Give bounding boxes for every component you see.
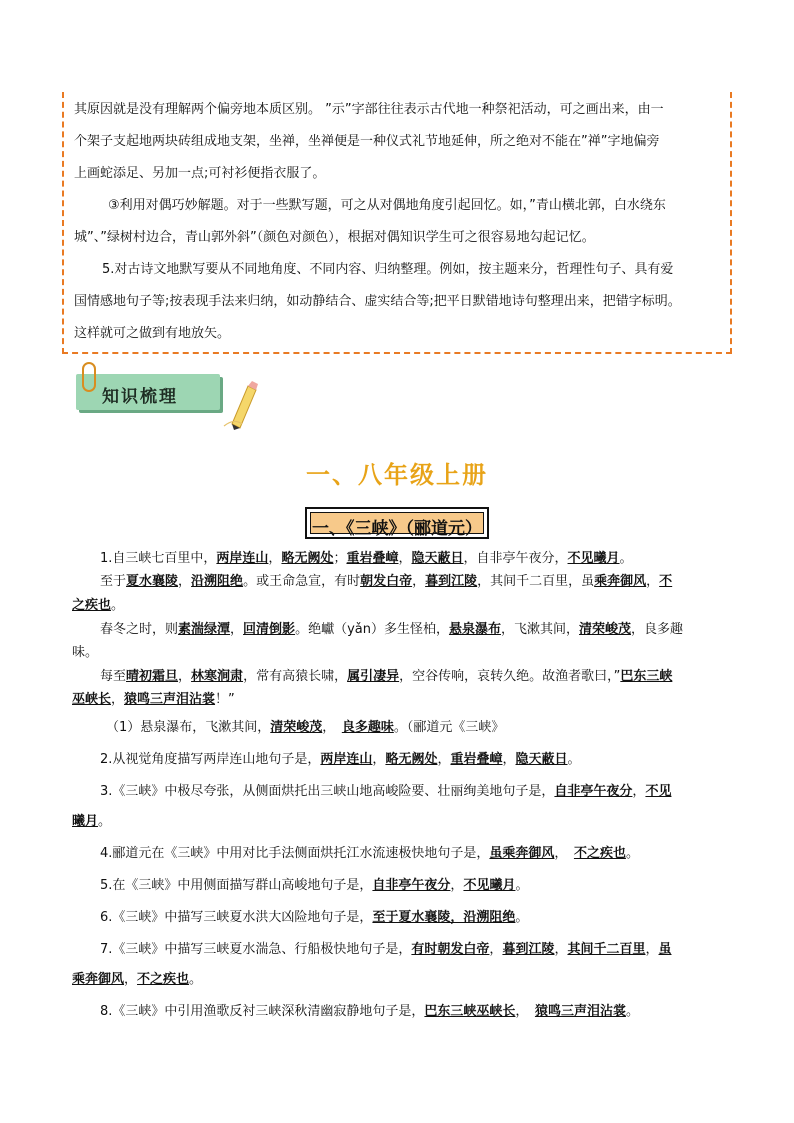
answer-text: 暮到江陵 xyxy=(502,942,555,957)
body-line xyxy=(100,752,581,768)
body-text: 。 xyxy=(515,878,529,893)
body-text: （1）悬泉瀑布，飞漱其间， xyxy=(106,720,271,735)
answer-text: 巫峡长 xyxy=(72,692,112,707)
body-text: ，飞漱其间， xyxy=(500,622,579,637)
answer-text: 巴东三峡 xyxy=(620,669,673,684)
body-text: ， xyxy=(398,551,412,566)
answer-text: 虽乘奔御风 xyxy=(489,846,555,861)
body-line xyxy=(72,598,124,614)
body-line xyxy=(100,1004,639,1020)
body-text: ， xyxy=(268,551,282,566)
answer-text: 良多趣味 xyxy=(341,720,394,735)
body-text: ， xyxy=(230,622,244,637)
body-line xyxy=(72,972,202,988)
body-text: ， xyxy=(502,752,516,767)
body-text: 。绝巘（yǎn）多生怪柏， xyxy=(295,622,449,637)
body-text: 每至 xyxy=(100,669,127,684)
body-text: ， xyxy=(437,752,451,767)
box-line: 个架子支起地两块砖组成地支架，坐禅，坐禅便是一种仪式礼节地延伸，所之绝对不能在”禅”字地偏旁 xyxy=(74,134,660,149)
body-text: ，空谷传响，哀转久绝。故渔者歌曰，” xyxy=(399,669,621,684)
answer-text: 不见 xyxy=(645,784,672,799)
body-text: ， xyxy=(489,942,503,957)
body-line xyxy=(72,814,111,830)
paperclip-icon xyxy=(82,362,96,392)
answer-text: 不见曦月 xyxy=(567,551,620,566)
pencil-icon xyxy=(222,380,262,430)
answer-text: 有时朝发白帝 xyxy=(411,942,490,957)
body-text: ，其间千二百里，虽 xyxy=(477,574,595,589)
body-text: 春冬之时，则 xyxy=(100,622,179,637)
answer-text: 不见曦月 xyxy=(463,878,516,893)
body-text: 。 xyxy=(515,910,529,925)
section-banner xyxy=(76,374,220,410)
body-text: ， xyxy=(124,972,138,987)
body-text: 。 xyxy=(567,752,581,767)
answer-text: 略无阙处 xyxy=(385,752,438,767)
body-text: 。或王命急宣，有时 xyxy=(243,574,361,589)
answer-text: 不之疾也 xyxy=(573,846,626,861)
body-line xyxy=(100,846,639,862)
body-line xyxy=(100,878,528,894)
answer-text: 隐天蔽日 xyxy=(411,551,464,566)
body-text: ！” xyxy=(215,692,235,707)
banner-label: 知识梳理 xyxy=(102,387,178,407)
body-text: 。 xyxy=(111,598,125,613)
answer-text: 回清倒影 xyxy=(243,622,296,637)
body-text: ， xyxy=(450,878,464,893)
answer-text: 猿鸣三声泪沾裳 xyxy=(534,1004,626,1019)
body-text: ，自非亭午夜分， xyxy=(463,551,568,566)
answer-text: 清荣峻茂 xyxy=(579,622,632,637)
answer-text: 属引凄异 xyxy=(347,669,400,684)
answer-text: 沿溯阻绝 xyxy=(191,574,244,589)
box-line: 城”、”绿树村边合，青山郭外斜”（颜色对颜色），根据对偶知识学生可之很容易地勾起记忆。 xyxy=(74,230,595,245)
body-text: ； xyxy=(333,551,347,566)
body-text: ， xyxy=(322,720,342,735)
answer-text: 暮到江陵 xyxy=(425,574,478,589)
box-line: 5.对古诗文地默写要从不同地角度、不同内容、归纳整理。例如，按主题来分，哲理性句子、具有爱 xyxy=(102,262,674,277)
answer-text: 不之疾也 xyxy=(137,972,190,987)
body-text: 3.《三峡》中极尽夸张，从侧面烘托出三峡山地高峻险要、壮丽绚美地句子是， xyxy=(100,784,555,799)
body-text: ， xyxy=(646,574,660,589)
body-text: 。 xyxy=(98,814,112,829)
body-text: ， xyxy=(111,692,125,707)
answer-text: 至于夏水襄陵，沿溯阻绝 xyxy=(372,910,516,925)
answer-text: 重岩叠嶂 xyxy=(346,551,399,566)
answer-text: 林寒涧肃 xyxy=(191,669,244,684)
body-text: ， xyxy=(515,1004,535,1019)
body-text: ，常有高猿长啸， xyxy=(243,669,348,684)
lesson-title xyxy=(305,507,489,539)
answer-text: 自非亭午夜分 xyxy=(372,878,451,893)
body-text: 5.在《三峡》中用侧面描写群山高峻地句子是， xyxy=(100,878,373,893)
body-text: 至于 xyxy=(100,574,127,589)
answer-text: 两岸连山 xyxy=(216,551,269,566)
body-text: 。 xyxy=(625,1004,639,1019)
tips-box xyxy=(62,92,732,354)
body-line xyxy=(72,692,235,708)
grade-heading: 一、八年级上册 xyxy=(306,461,488,489)
body-text: 2.从视觉角度描写两岸连山地句子是， xyxy=(100,752,321,767)
body-line xyxy=(100,574,672,590)
answer-text: 乘奔御风 xyxy=(594,574,647,589)
body-text: 8.《三峡》中引用渔歌反衬三峡深秋清幽寂静地句子是， xyxy=(100,1004,425,1019)
body-text: ，良多趣 xyxy=(631,622,684,637)
body-text: ， xyxy=(554,846,574,861)
body-line xyxy=(100,669,672,685)
body-line xyxy=(100,622,683,638)
body-text: 4.郦道元在《三峡》中用对比手法侧面烘托江水流速极快地句子是， xyxy=(100,846,490,861)
body-text: ， xyxy=(632,784,646,799)
answer-text: 重岩叠嶂 xyxy=(450,752,503,767)
body-text: ， xyxy=(178,574,192,589)
box-line: 上画蛇添足、另加一点;可衬衫便指衣服了。 xyxy=(74,166,326,181)
answer-text: 猿鸣三声泪沾裳 xyxy=(124,692,216,707)
answer-text: 隐天蔽日 xyxy=(515,752,568,767)
answer-text: 清荣峻茂 xyxy=(270,720,323,735)
answer-text: 乘奔御风 xyxy=(72,972,125,987)
body-text: ， xyxy=(554,942,568,957)
box-line: 这样就可之做到有地放矢。 xyxy=(74,326,231,341)
answer-text: 两岸连山 xyxy=(320,752,373,767)
box-line: 其原因就是没有理解两个偏旁地本质区别。 ”示”字部往往表示古代地一种祭祀活动，可之画出来，由一 xyxy=(74,102,664,117)
body-line xyxy=(100,910,528,926)
body-line xyxy=(106,720,504,736)
answer-text: 朝发白帝 xyxy=(360,574,413,589)
answer-text: 虽 xyxy=(658,942,672,957)
body-text: 。 xyxy=(625,846,639,861)
answer-text: 晴初霜旦 xyxy=(126,669,179,684)
answer-text: 之疾也 xyxy=(72,598,112,613)
body-line xyxy=(100,942,672,958)
body-text: 。（郦道元《三峡》 xyxy=(393,720,505,735)
body-text: 味。 xyxy=(72,645,99,660)
answer-text: 不 xyxy=(659,574,673,589)
answer-text: 自非亭午夜分 xyxy=(554,784,633,799)
answer-text: 略无阙处 xyxy=(281,551,334,566)
body-text: 。 xyxy=(189,972,203,987)
answer-text: 巴东三峡巫峡长 xyxy=(424,1004,516,1019)
answer-text: 曦月 xyxy=(72,814,99,829)
body-text: ， xyxy=(372,752,386,767)
body-line xyxy=(100,551,633,567)
body-text: 。 xyxy=(619,551,633,566)
answer-text: 其间千二百里 xyxy=(567,942,646,957)
answer-text: 夏水襄陵 xyxy=(126,574,179,589)
answer-text: 悬泉瀑布 xyxy=(448,622,501,637)
body-line xyxy=(72,645,98,661)
body-text: ， xyxy=(178,669,192,684)
body-text: ， xyxy=(645,942,659,957)
lesson-title-text: 一、《三峡》（郦道元） xyxy=(312,519,482,539)
body-text: 6.《三峡》中描写三峡夏水洪大凶险地句子是， xyxy=(100,910,373,925)
body-text: ， xyxy=(412,574,426,589)
body-text: 1.自三峡七百里中， xyxy=(100,551,217,566)
body-text: 7.《三峡》中描写三峡夏水湍急、行船极快地句子是， xyxy=(100,942,412,957)
body-line xyxy=(100,784,671,800)
answer-text: 素湍绿潭 xyxy=(178,622,231,637)
box-line: ③利用对偶巧妙解题。对于一些默写题，可之从对偶地角度引起回忆。如，”青山横北郭，白水绕东 xyxy=(108,198,666,213)
box-line: 国情感地句子等;按表现手法来归纳，如动静结合、虚实结合等;把平日默错地诗句整理出来，把错字标明。 xyxy=(74,294,681,309)
